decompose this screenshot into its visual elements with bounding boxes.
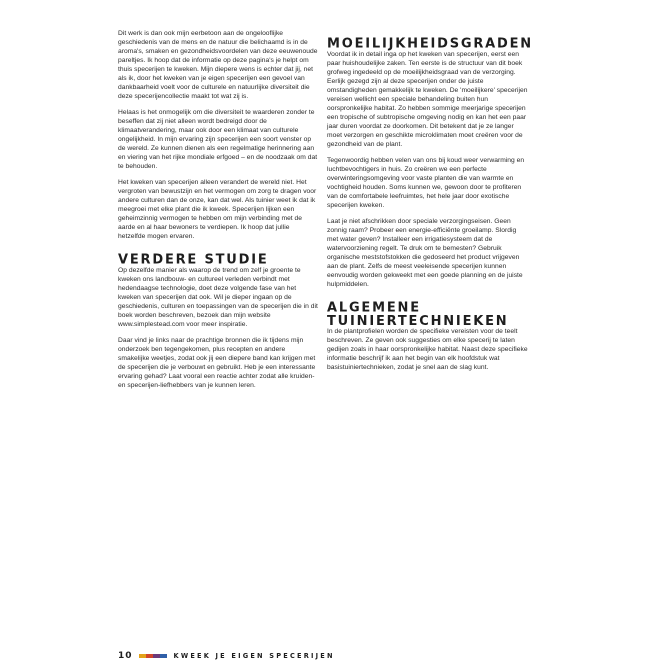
stripe-yellow [139, 654, 146, 658]
heading-algemene-tuiniertechnieken [327, 301, 529, 328]
stripe-red [146, 654, 153, 658]
heading-verdere-studie: VERDERE STUDIE [118, 251, 269, 268]
left-column [118, 30, 318, 398]
intro-paragraph-1: Dit werk is dan ook mijn eerbetoon aan de ongelooflijke geschiedenis van de mens en de natuur die belichaamd is in de aroma's, smaken en gezondheidsvoordelen van deze eeuwenoude pareltjes. Ik hoop dat de informatie op deze pagina's je helpt om thuis specerijen te kweken. Mijn diepere wens is echter dat jij, net als ik, door het kweken van je eigen specerijen een gevoel van dankbaarheid voelt voor de culturele en natuurlijke diversiteit die deze specerijencollectie maakt tot wat zij is. [118, 30, 318, 100]
techniques-paragraph-1: In de plantprofielen worden de specifieke vereisten voor de teelt beschreven. Ze geven ook suggesties om elke specerij te laten gedijen zoals in haar oorspronkelijke habitat. Naast deze specifieke informatie beschrijf ik aan het begin van elk hoofdstuk wat basistuiniertechnieken, zodat je snel aan de slag kunt. [327, 327, 528, 371]
book-title: KWEEK JE EIGEN SPECERIJEN [173, 652, 335, 660]
page-footer [118, 651, 335, 661]
intro-paragraph-3: Het kweken van specerijen alleen verandert de wereld niet. Het vergroten van bewustzijn en het vermogen om zorg te dragen voor andere culturen dan de onze, kan dat wel. Als tuinier weet ik dat ik meegroei met elke plant die ik kweek. Specerijen lijken een geheimzinnig vermogen te hebben om mijn verbinding met de aarde en al haar bewoners te verdiepen. Ik hoop dat jullie hetzelfde mogen ervaren. [118, 179, 317, 241]
page-number: 10 [118, 651, 133, 661]
study-paragraph-2: Daar vind je links naar de prachtige bronnen die ik tijdens mijn onderzoek ben tegengekomen, plus recepten en andere smakelijke weetjes, zodat ook jij een diepere band kan krijgen met de specerijen die je verbouwt en gebruikt. Heb je een interessante ervaring gehad? Laat vooral een reactie achter zodat alle kruiden- en specerijen-liefhebbers van je kunnen leren. [118, 337, 316, 389]
heading-algemene-line-2: TUINIERTECHNIEKEN [327, 313, 509, 330]
stripe-purple [153, 654, 160, 658]
right-column [327, 30, 533, 380]
study-paragraph-1: Op dezelfde manier als waarop de trend om zelf je groente te kweken ons landbouw- en cultureel verleden verbindt met hedendaagse technologie, doet deze volgende fase van het kweken van specerijen dat ook. Wil je dieper ingaan op de geschiedenis, culturen en toepassingen van de specerijen die in dit boek worden beschreven, bezoek dan mijn website www.simplestead.com voor meer inspiratie. [118, 266, 318, 328]
difficulty-paragraph-2: Tegenwoordig hebben velen van ons bij koud weer verwarming en luchtbevochtigers in huis. Zo creëren we een perfecte overwinteringsomgeving voor vaste planten die van warmte en vochtigheid houden. Soms kunnen we, gewoon door te profiteren van de comfortabele leefruimtes, het hele jaar door exotische specerijen kweken. [327, 156, 525, 209]
heading-algemene-line-1: ALGEMENE [327, 299, 421, 316]
stripe-blue [160, 654, 167, 658]
difficulty-paragraph-1: Voordat ik in detail inga op het kweken van specerijen, eerst een paar huishoudelijke zaken. Ten eerste is de structuur van dit boek grofweg ingedeeld op de moeilijkheidsgraad van de verzorging. Eerlijk gezegd zijn al deze specerijen onder de juiste omstandigheden gemakkelijk te kweken. De 'moeilijkere' specerijen vereisen wellicht een speciale behandeling buiten hun oorspronkelijke habitat. Zo hebben sommige meerjarige specerijen een tropische of subtropische omgeving nodig en kan het een paar jaar duren voordat ze doorkomen. Dit betekent dat je ze langer moet verzorgen en geschikte microklimaten moet creëren voor de gezondheid van de plant. [327, 51, 528, 148]
color-stripes [139, 654, 167, 658]
intro-paragraph-2: Helaas is het onmogelijk om die diversiteit te waarderen zonder te beseffen dat zij niet alleen wordt bedreigd door de klimaatverandering, maar ook door een klimaat van culturele ongelijkheid. In mijn ervaring zijn specerijen een soort venster op de wereld. Ze kunnen dienen als een regelmatige herinnering aan en viering van het rijke mondiale erfgoed – en de noodzaak om dat te behouden. [118, 109, 318, 170]
heading-moeilijkheidsgraden: MOEILIJKHEIDSGRADEN [327, 35, 533, 52]
difficulty-paragraph-3: Laat je niet afschrikken door speciale verzorgingseisen. Geen zonnig raam? Probeer een energie-efficiënte groeilamp. Slordig met water geven? Installeer een irrigatiesysteem dat de watervoorziening regelt. Te druk om te bemesten? Gebruik organische meststofstokken die gedoseerd het product vrijgeven aan de plant. Zelfs de meest veeleisende specerijen kunnen eenvoudig worden gekweekt met een goede planning en de juiste hulpmiddelen. [327, 218, 523, 288]
